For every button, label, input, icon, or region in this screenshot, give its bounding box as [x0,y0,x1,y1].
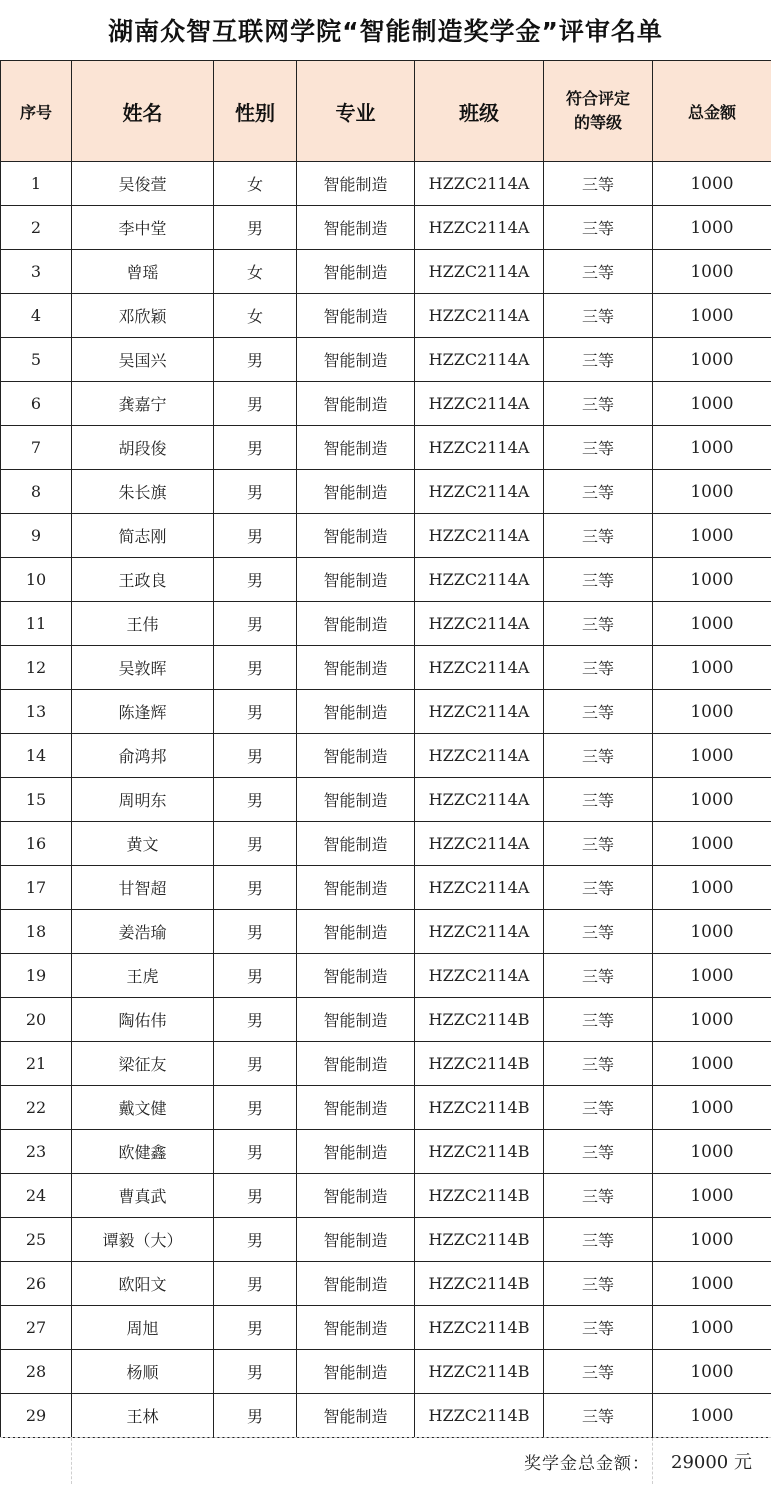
cell-major: 智能制造 [297,206,415,250]
cell-grade: 三等 [544,470,653,514]
cell-amount: 1000 [653,690,771,734]
cell-grade: 三等 [544,162,653,206]
cell-grade: 三等 [544,558,653,602]
cell-name: 吴俊萱 [72,162,214,206]
cell-gender: 女 [214,294,297,338]
cell-major: 智能制造 [297,294,415,338]
cell-major: 智能制造 [297,162,415,206]
cell-class: HZZC2114B [415,1350,544,1394]
cell-name: 王伟 [72,602,214,646]
cell-gender: 男 [214,1306,297,1350]
cell-amount: 1000 [653,1130,771,1174]
cell-name: 曾瑶 [72,250,214,294]
table-row [1,514,771,558]
header-major: 专业 [297,61,415,162]
cell-grade: 三等 [544,1394,653,1438]
table-row [1,954,771,998]
cell-gender: 男 [214,514,297,558]
cell-grade: 三等 [544,690,653,734]
cell-amount: 1000 [653,162,771,206]
cell-name: 龚嘉宁 [72,382,214,426]
cell-name: 朱长旗 [72,470,214,514]
cell-name: 吴国兴 [72,338,214,382]
footer-divider [71,1438,72,1484]
table-row [1,206,771,250]
cell-index: 21 [1,1042,72,1086]
cell-class: HZZC2114A [415,734,544,778]
cell-index: 26 [1,1262,72,1306]
cell-gender: 男 [214,734,297,778]
cell-amount: 1000 [653,382,771,426]
cell-name: 简志刚 [72,514,214,558]
cell-gender: 男 [214,1350,297,1394]
cell-amount: 1000 [653,1306,771,1350]
cell-index: 14 [1,734,72,778]
cell-grade: 三等 [544,734,653,778]
cell-gender: 男 [214,602,297,646]
cell-name: 李中堂 [72,206,214,250]
cell-major: 智能制造 [297,250,415,294]
cell-amount: 1000 [653,294,771,338]
cell-gender: 男 [214,1042,297,1086]
table-row [1,1262,771,1306]
cell-major: 智能制造 [297,1350,415,1394]
cell-gender: 男 [214,558,297,602]
cell-class: HZZC2114A [415,822,544,866]
cell-class: HZZC2114A [415,514,544,558]
total-amount: 29000 元 [671,1452,752,1473]
cell-major: 智能制造 [297,954,415,998]
cell-gender: 男 [214,206,297,250]
cell-grade: 三等 [544,910,653,954]
cell-major: 智能制造 [297,822,415,866]
cell-gender: 男 [214,910,297,954]
cell-name: 胡段俊 [72,426,214,470]
cell-gender: 男 [214,646,297,690]
cell-name: 曹真武 [72,1174,214,1218]
cell-class: HZZC2114B [415,1130,544,1174]
header-row [1,61,771,162]
cell-index: 28 [1,1350,72,1394]
header-grade-text: 符合评定的等级 [565,89,630,132]
cell-class: HZZC2114A [415,910,544,954]
cell-class: HZZC2114B [415,1306,544,1350]
cell-class: HZZC2114A [415,162,544,206]
cell-amount: 1000 [653,778,771,822]
cell-gender: 男 [214,382,297,426]
cell-name: 王政良 [72,558,214,602]
cell-index: 19 [1,954,72,998]
cell-grade: 三等 [544,602,653,646]
cell-amount: 1000 [653,954,771,998]
cell-amount: 1000 [653,734,771,778]
cell-name: 陈逢辉 [72,690,214,734]
header-index: 序号 [1,61,72,162]
cell-grade: 三等 [544,1218,653,1262]
cell-name: 陶佑伟 [72,998,214,1042]
cell-name: 周明东 [72,778,214,822]
cell-grade: 三等 [544,338,653,382]
table-row [1,1130,771,1174]
cell-class: HZZC2114A [415,294,544,338]
cell-gender: 女 [214,250,297,294]
table-row [1,250,771,294]
cell-gender: 男 [214,426,297,470]
cell-grade: 三等 [544,206,653,250]
cell-name: 周旭 [72,1306,214,1350]
cell-amount: 1000 [653,470,771,514]
cell-index: 23 [1,1130,72,1174]
cell-major: 智能制造 [297,1130,415,1174]
cell-gender: 男 [214,866,297,910]
total-label: 奖学金总金额： [524,1453,650,1474]
table-row [1,1086,771,1130]
cell-class: HZZC2114A [415,558,544,602]
cell-grade: 三等 [544,1130,653,1174]
cell-name: 杨顺 [72,1350,214,1394]
table-row [1,646,771,690]
table-row [1,1042,771,1086]
cell-index: 10 [1,558,72,602]
cell-class: HZZC2114B [415,1174,544,1218]
cell-class: HZZC2114A [415,470,544,514]
cell-major: 智能制造 [297,470,415,514]
cell-amount: 1000 [653,910,771,954]
table-row [1,1394,771,1438]
cell-major: 智能制造 [297,426,415,470]
cell-grade: 三等 [544,778,653,822]
cell-gender: 男 [214,1086,297,1130]
table-row [1,162,771,206]
cell-major: 智能制造 [297,1086,415,1130]
cell-major: 智能制造 [297,1306,415,1350]
cell-class: HZZC2114B [415,998,544,1042]
cell-major: 智能制造 [297,338,415,382]
cell-name: 欧健鑫 [72,1130,214,1174]
cell-index: 24 [1,1174,72,1218]
cell-index: 5 [1,338,72,382]
cell-amount: 1000 [653,206,771,250]
table-row [1,294,771,338]
cell-name: 王林 [72,1394,214,1438]
cell-index: 18 [1,910,72,954]
cell-index: 16 [1,822,72,866]
cell-gender: 男 [214,998,297,1042]
cell-amount: 1000 [653,250,771,294]
cell-gender: 男 [214,1174,297,1218]
cell-name: 戴文健 [72,1086,214,1130]
table-row [1,778,771,822]
table-footer [0,1437,771,1484]
cell-index: 27 [1,1306,72,1350]
cell-gender: 男 [214,1262,297,1306]
cell-class: HZZC2114A [415,382,544,426]
cell-amount: 1000 [653,426,771,470]
cell-major: 智能制造 [297,910,415,954]
table-row [1,602,771,646]
cell-grade: 三等 [544,1042,653,1086]
cell-name: 俞鸿邦 [72,734,214,778]
cell-amount: 1000 [653,866,771,910]
cell-gender: 女 [214,162,297,206]
header-amount: 总金额 [653,61,771,162]
cell-class: HZZC2114A [415,866,544,910]
cell-class: HZZC2114A [415,690,544,734]
cell-grade: 三等 [544,1174,653,1218]
cell-class: HZZC2114A [415,250,544,294]
cell-index: 20 [1,998,72,1042]
cell-major: 智能制造 [297,514,415,558]
cell-class: HZZC2114B [415,1218,544,1262]
cell-major: 智能制造 [297,778,415,822]
cell-index: 25 [1,1218,72,1262]
cell-gender: 男 [214,1130,297,1174]
cell-name: 王虎 [72,954,214,998]
cell-gender: 男 [214,822,297,866]
cell-major: 智能制造 [297,1262,415,1306]
cell-index: 8 [1,470,72,514]
cell-amount: 1000 [653,1174,771,1218]
document-title: 湖南众智互联网学院“智能制造奖学金”评审名单 [108,17,663,46]
cell-gender: 男 [214,1394,297,1438]
cell-amount: 1000 [653,558,771,602]
cell-grade: 三等 [544,954,653,998]
cell-major: 智能制造 [297,1218,415,1262]
table-row [1,822,771,866]
cell-major: 智能制造 [297,602,415,646]
cell-gender: 男 [214,338,297,382]
cell-grade: 三等 [544,514,653,558]
header-name: 姓名 [72,61,214,162]
cell-amount: 1000 [653,514,771,558]
cell-index: 29 [1,1394,72,1438]
cell-amount: 1000 [653,1086,771,1130]
header-class: 班级 [415,61,544,162]
cell-amount: 1000 [653,1262,771,1306]
cell-amount: 1000 [653,602,771,646]
cell-major: 智能制造 [297,690,415,734]
cell-class: HZZC2114A [415,206,544,250]
cell-amount: 1000 [653,822,771,866]
cell-name: 欧阳文 [72,1262,214,1306]
cell-name: 谭毅（大） [72,1218,214,1262]
cell-major: 智能制造 [297,646,415,690]
table-body [1,162,771,1438]
cell-name: 邓欣颖 [72,294,214,338]
cell-index: 6 [1,382,72,426]
cell-gender: 男 [214,778,297,822]
cell-index: 1 [1,162,72,206]
cell-grade: 三等 [544,646,653,690]
cell-amount: 1000 [653,338,771,382]
header-gender: 性别 [214,61,297,162]
table-row [1,1174,771,1218]
table-row [1,382,771,426]
cell-index: 13 [1,690,72,734]
cell-amount: 1000 [653,646,771,690]
table-row [1,470,771,514]
cell-major: 智能制造 [297,558,415,602]
cell-name: 黄文 [72,822,214,866]
cell-gender: 男 [214,690,297,734]
cell-index: 12 [1,646,72,690]
table-row [1,338,771,382]
cell-amount: 1000 [653,998,771,1042]
cell-class: HZZC2114B [415,1394,544,1438]
cell-major: 智能制造 [297,1394,415,1438]
cell-major: 智能制造 [297,734,415,778]
cell-gender: 男 [214,470,297,514]
cell-class: HZZC2114B [415,1262,544,1306]
cell-grade: 三等 [544,1086,653,1130]
cell-index: 4 [1,294,72,338]
cell-gender: 男 [214,954,297,998]
cell-amount: 1000 [653,1394,771,1438]
cell-name: 甘智超 [72,866,214,910]
table-row [1,1350,771,1394]
table-row [1,558,771,602]
cell-class: HZZC2114A [415,778,544,822]
cell-index: 3 [1,250,72,294]
cell-name: 梁征友 [72,1042,214,1086]
cell-amount: 1000 [653,1350,771,1394]
header-grade [544,61,653,162]
table-row [1,690,771,734]
cell-amount: 1000 [653,1218,771,1262]
cell-class: HZZC2114B [415,1086,544,1130]
cell-gender: 男 [214,1218,297,1262]
cell-grade: 三等 [544,294,653,338]
table-row [1,734,771,778]
cell-major: 智能制造 [297,998,415,1042]
cell-class: HZZC2114B [415,1042,544,1086]
cell-index: 7 [1,426,72,470]
cell-grade: 三等 [544,250,653,294]
table-row [1,426,771,470]
cell-class: HZZC2114A [415,602,544,646]
table-row [1,1218,771,1262]
cell-class: HZZC2114A [415,954,544,998]
table-row [1,910,771,954]
cell-class: HZZC2114A [415,338,544,382]
cell-grade: 三等 [544,866,653,910]
table-row [1,866,771,910]
cell-index: 22 [1,1086,72,1130]
cell-class: HZZC2114A [415,426,544,470]
cell-grade: 三等 [544,998,653,1042]
cell-index: 2 [1,206,72,250]
cell-name: 吴敦晖 [72,646,214,690]
cell-grade: 三等 [544,822,653,866]
cell-grade: 三等 [544,1306,653,1350]
cell-major: 智能制造 [297,866,415,910]
cell-major: 智能制造 [297,1174,415,1218]
cell-index: 17 [1,866,72,910]
cell-name: 姜浩瑜 [72,910,214,954]
cell-major: 智能制造 [297,1042,415,1086]
cell-grade: 三等 [544,1262,653,1306]
scholarship-table [0,60,771,1438]
cell-amount: 1000 [653,1042,771,1086]
cell-index: 15 [1,778,72,822]
cell-grade: 三等 [544,382,653,426]
cell-class: HZZC2114A [415,646,544,690]
cell-index: 11 [1,602,72,646]
cell-index: 9 [1,514,72,558]
cell-grade: 三等 [544,426,653,470]
table-header [1,61,771,162]
table-row [1,1306,771,1350]
cell-major: 智能制造 [297,382,415,426]
table-row [1,998,771,1042]
cell-grade: 三等 [544,1350,653,1394]
